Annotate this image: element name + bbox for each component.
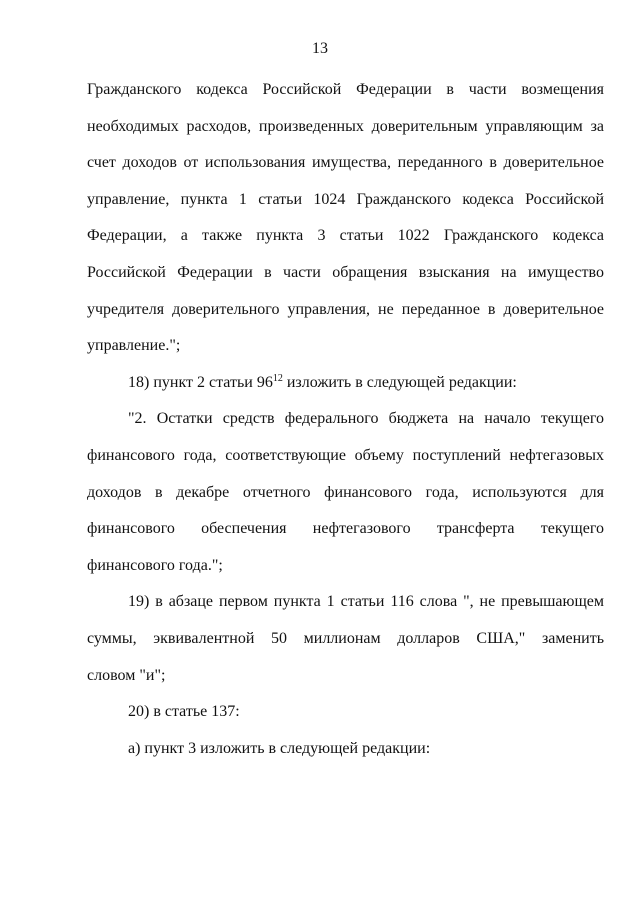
text-line: Федерации, а также пункта 3 статьи 1022 Гражданского кодекса <box>87 227 604 245</box>
text-line: необходимых расходов, произведенных доверительным управляющим за <box>87 117 604 135</box>
paragraph-continuation <box>87 72 604 365</box>
paragraph-item-18 <box>87 365 604 402</box>
text-line: словом "и"; <box>87 666 166 684</box>
text-line: суммы, эквивалентной 50 миллионам долларов США," заменить <box>87 629 604 647</box>
text-line: финансового года."; <box>87 556 223 574</box>
paragraph-item-20: 20) в статье 137: <box>128 703 240 721</box>
text-line: управление."; <box>87 337 181 355</box>
text-line: 19) в абзаце первом пункта 1 статьи 116 слова ", не превышающем <box>128 593 604 611</box>
text-line: доходов в декабре отчетного финансового года, используются для <box>87 483 604 501</box>
item-18-text-end: изложить в следующей редакции: <box>282 373 517 391</box>
text-line: финансового обеспечения нефтегазового трансферта текущего <box>87 520 604 538</box>
paragraph-item-20a: а) пункт 3 изложить в следующей редакции: <box>128 739 431 757</box>
text-line: учредителя доверительного управления, не переданное в доверительное <box>87 300 604 318</box>
page-number: 13 <box>312 40 328 57</box>
paragraph-quote-2 <box>87 401 604 584</box>
text-line: Гражданского кодекса Российской Федерации в части возмещения <box>87 81 604 98</box>
text-line: "2. Остатки средств федерального бюджета на начало текущего <box>128 410 604 428</box>
item-18-text: 18) пункт 2 статьи 96 <box>128 373 273 391</box>
text-line: Российской Федерации в части обращения взыскания на имущество <box>87 263 604 281</box>
text-line: финансового года, соответствующие объему поступлений нефтегазовых <box>87 446 604 464</box>
item-18-superscript: 12 <box>272 372 283 384</box>
text-line: управление, пункта 1 статьи 1024 Гражданского кодекса Российской <box>87 190 604 208</box>
text-line: счет доходов от использования имущества, переданного в доверительное <box>87 154 604 172</box>
document-body <box>87 72 604 767</box>
paragraph-item-19 <box>87 584 604 694</box>
